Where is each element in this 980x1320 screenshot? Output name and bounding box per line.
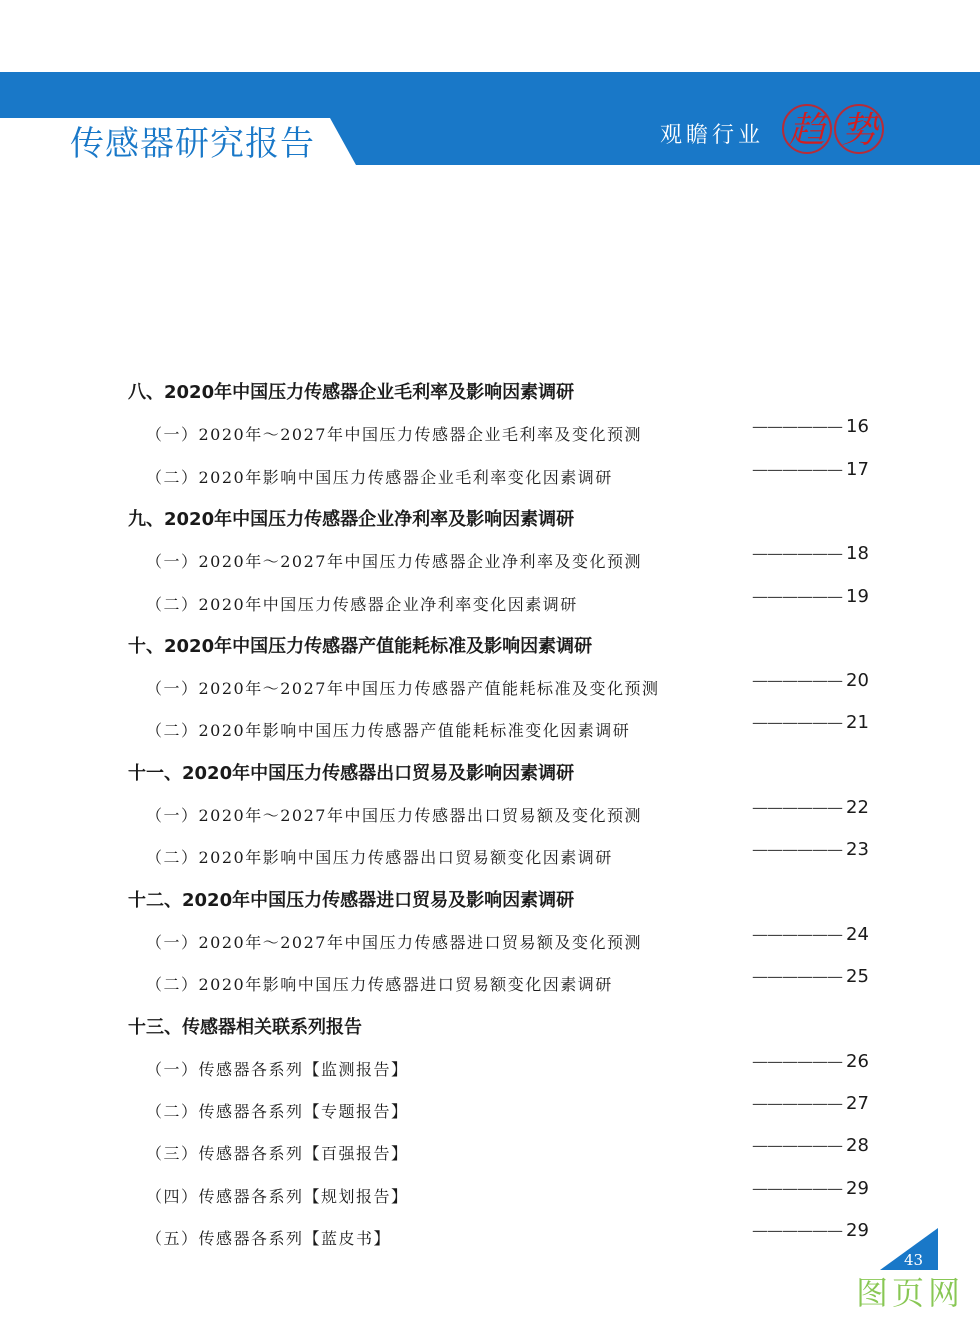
toc-item [0, 966, 980, 1000]
toc-section-title: 十二、2020年中国压力传感器进口贸易及影响因素调研 [128, 889, 575, 911]
toc-item [0, 1220, 980, 1254]
toc-page-number: 29 [846, 1177, 869, 1199]
seal-char-2: 势 [840, 110, 877, 151]
toc-leader: —————— [752, 1051, 842, 1071]
toc-item-title: （一）传感器各系列【监测报告】 [146, 1059, 409, 1079]
toc-section [0, 632, 980, 662]
toc-item-title: （二）2020年影响中国压力传感器产值能耗标准变化因素调研 [146, 721, 631, 741]
toc-item [0, 543, 980, 577]
toc-page-number: 27 [846, 1093, 869, 1115]
toc-page-number: 26 [846, 1050, 869, 1072]
toc-section-title: 八、2020年中国压力传感器企业毛利率及影响因素调研 [128, 382, 575, 403]
toc-leader: —————— [752, 1136, 842, 1156]
toc-leader: —————— [752, 798, 842, 817]
toc-page-number: 29 [846, 1220, 869, 1241]
toc-item [0, 1177, 980, 1212]
toc-leader: —————— [752, 840, 842, 860]
toc-leader: —————— [752, 459, 842, 479]
toc-section [0, 505, 980, 535]
toc-leader: —————— [752, 1094, 842, 1114]
toc-page-number: 24 [846, 923, 869, 945]
toc-item [0, 1093, 980, 1127]
toc-page-number: 28 [846, 1135, 869, 1157]
toc-item [0, 712, 980, 746]
toc-item [0, 1050, 980, 1085]
toc-item-title: （一）2020年～2027年中国压力传感器产值能耗标准及变化预测 [146, 679, 660, 699]
toc-item-title: （二）2020年中国压力传感器企业净利率变化因素调研 [146, 594, 578, 614]
toc-section-title: 十一、2020年中国压力传感器出口贸易及影响因素调研 [128, 762, 575, 784]
toc-item [0, 458, 980, 493]
toc-item [0, 1135, 980, 1169]
toc-leader: —————— [752, 713, 842, 733]
toc-page-number: 22 [846, 797, 869, 818]
toc-item-title: （二）2020年影响中国压力传感器企业毛利率变化因素调研 [146, 467, 613, 487]
toc-item-title: （一）2020年～2027年中国压力传感器出口贸易额及变化预测 [146, 806, 642, 825]
toc-item [0, 839, 980, 873]
toc-section-title: 十、2020年中国压力传感器产值能耗标准及影响因素调研 [128, 635, 593, 657]
toc-item-title: （一）2020年～2027年中国压力传感器企业毛利率及变化预测 [146, 425, 642, 445]
toc-item-title: （四）传感器各系列【规划报告】 [146, 1186, 409, 1206]
toc-item-title: （一）2020年～2027年中国压力传感器企业净利率及变化预测 [146, 552, 642, 572]
toc-page-number: 18 [846, 543, 869, 565]
toc-section-title: 十三、传感器相关联系列报告 [128, 1016, 362, 1038]
toc-item-title: （一）2020年～2027年中国压力传感器进口贸易额及变化预测 [146, 932, 642, 952]
toc-leader: —————— [752, 1221, 842, 1240]
toc-section [0, 1013, 980, 1043]
toc-item [0, 923, 980, 958]
toc-item [0, 585, 980, 620]
page-corner-decoration [880, 1228, 980, 1270]
toc-item-title: （五）传感器各系列【蓝皮书】 [146, 1229, 392, 1248]
header-tagline: 观瞻行业 [660, 123, 765, 148]
toc-item [0, 416, 980, 450]
toc-section [0, 886, 980, 916]
toc-section-title: 九、2020年中国压力传感器企业净利率及影响因素调研 [128, 508, 575, 530]
toc-leader: —————— [752, 967, 842, 987]
toc-leader: —————— [752, 924, 842, 944]
toc-page-number: 20 [846, 670, 869, 692]
toc-item [0, 797, 980, 831]
watermark: 图页网 [856, 1274, 965, 1312]
toc-item-title: （二）2020年影响中国压力传感器进口贸易额变化因素调研 [146, 975, 613, 995]
toc-page-number: 23 [846, 839, 869, 861]
seal-char-1: 趋 [788, 110, 825, 151]
toc-section [0, 378, 980, 408]
toc-item-title: （三）传感器各系列【百强报告】 [146, 1144, 409, 1164]
toc-page-number: 19 [846, 585, 869, 607]
toc-leader: —————— [752, 586, 842, 606]
toc-item-title: （二）传感器各系列【专题报告】 [146, 1102, 409, 1122]
toc-item [0, 670, 980, 704]
toc-page-number: 21 [846, 712, 869, 734]
toc-leader: —————— [752, 1178, 842, 1198]
toc-item-title: （二）2020年影响中国压力传感器出口贸易额变化因素调研 [146, 848, 613, 868]
toc-leader: —————— [752, 671, 842, 691]
toc-page-number: 17 [846, 458, 869, 480]
toc-section [0, 759, 980, 789]
toc-leader: —————— [752, 544, 842, 564]
report-title: 传感器研究报告 [70, 124, 315, 164]
page-number: 43 [904, 1251, 924, 1269]
toc-page-number: 25 [846, 966, 869, 988]
toc-leader: —————— [752, 417, 842, 437]
toc-page-number: 16 [846, 416, 869, 438]
